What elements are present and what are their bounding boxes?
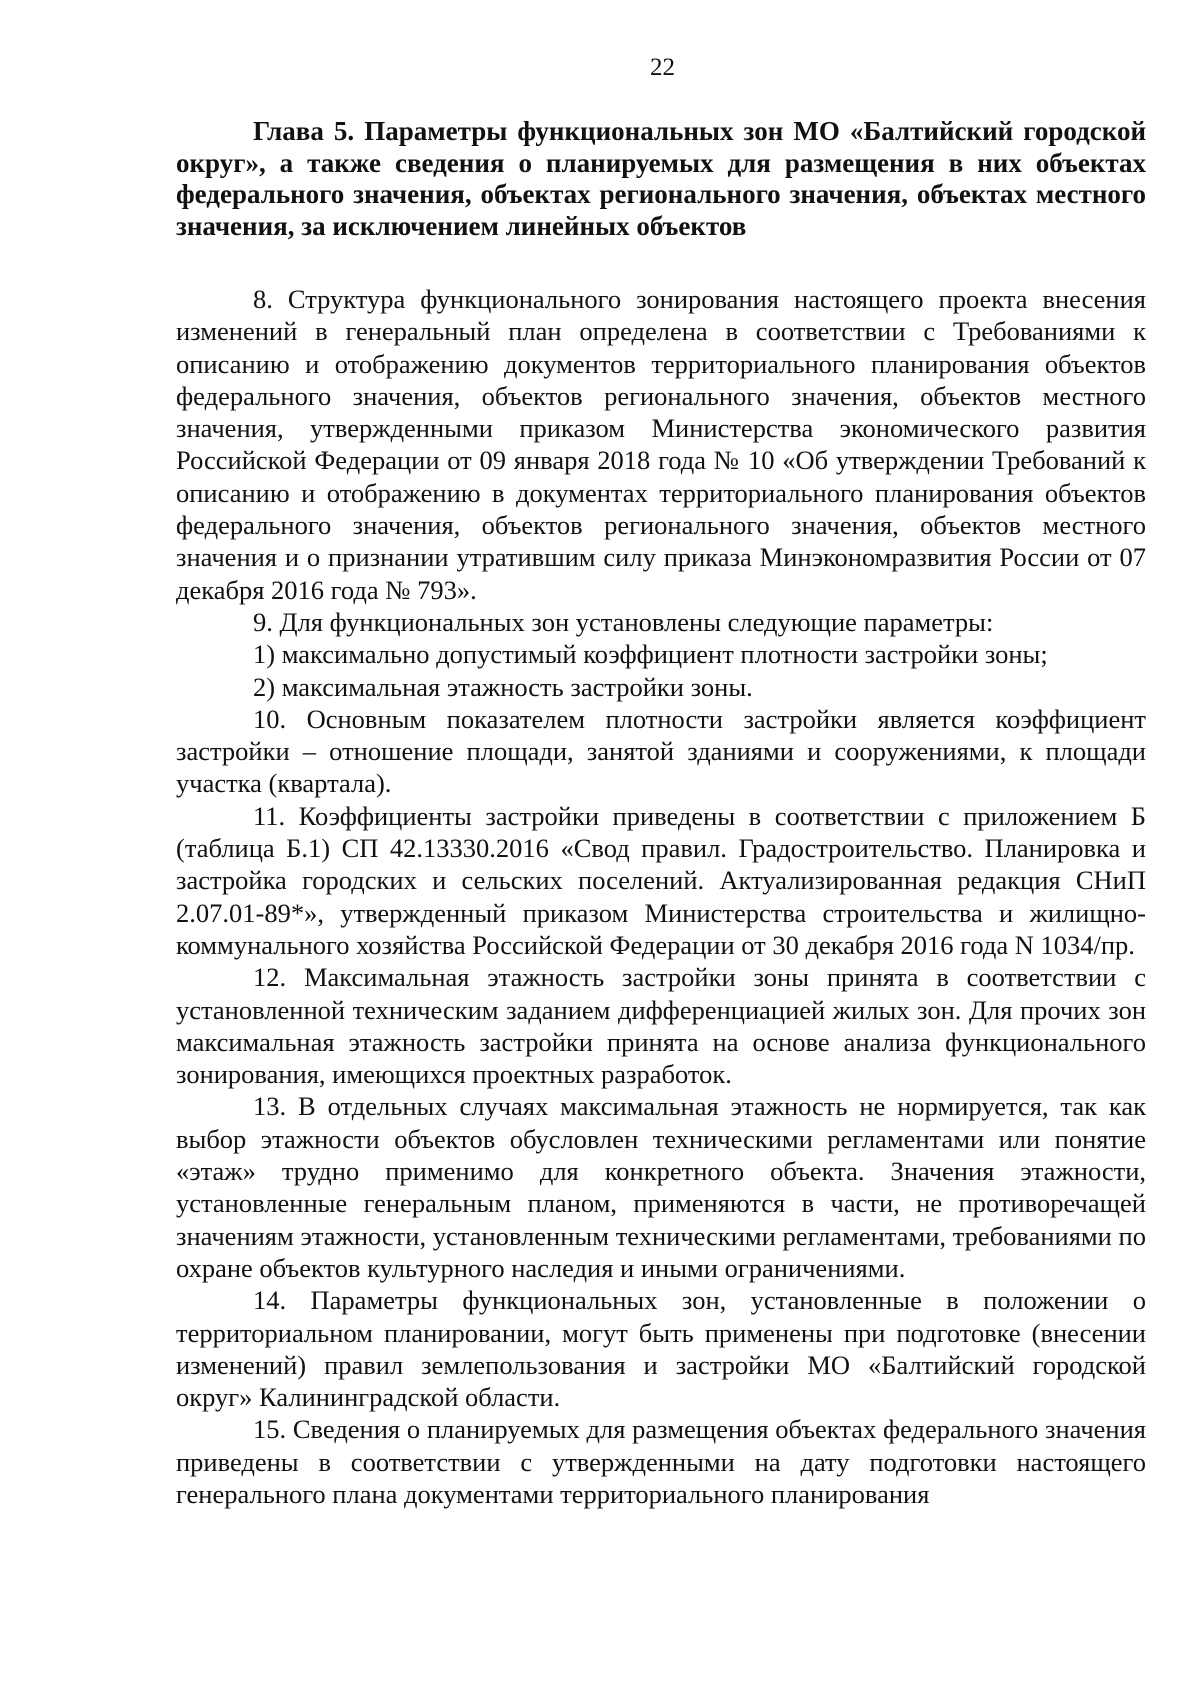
list-item-2: 2) максимальная этажность застройки зоны. xyxy=(253,671,753,702)
paragraph-12: 12. Максимальная этажность застройки зоны принята в соответствии с установленной техническим заданием дифференциацией жилых зон. Для прочих зон максимальная этажность застройки принята на основе анализа функционального зонирования, имеющихся проектных разработок. xyxy=(176,962,1146,1090)
document-content xyxy=(176,116,1146,1510)
chapter-title: Глава 5. Параметры функциональных зон МО «Балтийский городской округ», а также сведения о планируемых для размещения в них объектах федерального значения, объектах регионального значения, объектах местного значения, за исключением линейных объектов xyxy=(176,116,1146,241)
paragraph-10: 10. Основным показателем плотности застройки является коэффициент застройки – отношение площади, занятой зданиями и сооружениями, к площади участка (квартала). xyxy=(176,703,1146,799)
paragraph-11: 11. Коэффициенты застройки приведены в соответствии с приложением Б (таблица Б.1) СП 42.13330.2016 «Свод правил. Градостроительство. Планировка и застройка городских и сельских поселений. Актуализированная редакция СНиП 2.07.01-89*», утвержденный приказом Министерства строительства и жилищно-коммунального хозяйства Российской Федерации от 30 декабря 2016 года N 1034/пр. xyxy=(176,800,1146,960)
paragraph-13: 13. В отдельных случаях максимальная этажность не нормируется, так как выбор этажности объектов обусловлен техническими регламентами или понятие «этаж» трудно применимо для конкретного объекта. Значения этажности, установленные генеральным планом, применяются в части, не противоречащей значениям этажности, установленным техническими регламентами, требованиями по охране объектов культурного наследия и иными ограничениями. xyxy=(176,1091,1146,1283)
paragraph-9: 9. Для функциональных зон установлены следующие параметры: xyxy=(253,606,994,637)
paragraph-8: 8. Структура функционального зонирования настоящего проекта внесения изменений в генеральный план определена в соответствии с Требованиями к описанию и отображению документов территориального планирования объектов федерального значения, объектов регионального значения, объектов местного значения, утвержденными приказом Министерства экономического развития Российской Федерации от 09 января 2018 года № 10 «Об утверждении Требований к описанию и отображению в документах территориального планирования объектов федерального значения, объектов регионального значения, объектов местного значения и о признании утратившим силу приказа Минэкономразвития России от 07 декабря 2016 года № 793». xyxy=(176,284,1146,605)
list-item-1: 1) максимально допустимый коэффициент плотности застройки зоны; xyxy=(253,639,1048,670)
paragraph-15: 15. Сведения о планируемых для размещения объектах федерального значения приведены в соответствии с утвержденными на дату подготовки настоящего генерального плана документами территориального планирования xyxy=(176,1414,1146,1509)
page-number: 22 xyxy=(650,54,675,81)
body-text xyxy=(176,283,1146,1510)
paragraph-14: 14. Параметры функциональных зон, установленные в положении о территориальном планировании, могут быть применены при подготовке (внесении изменений) правил землепользования и застройки МО «Балтийский городской округ» Калининградской области. xyxy=(176,1285,1146,1413)
